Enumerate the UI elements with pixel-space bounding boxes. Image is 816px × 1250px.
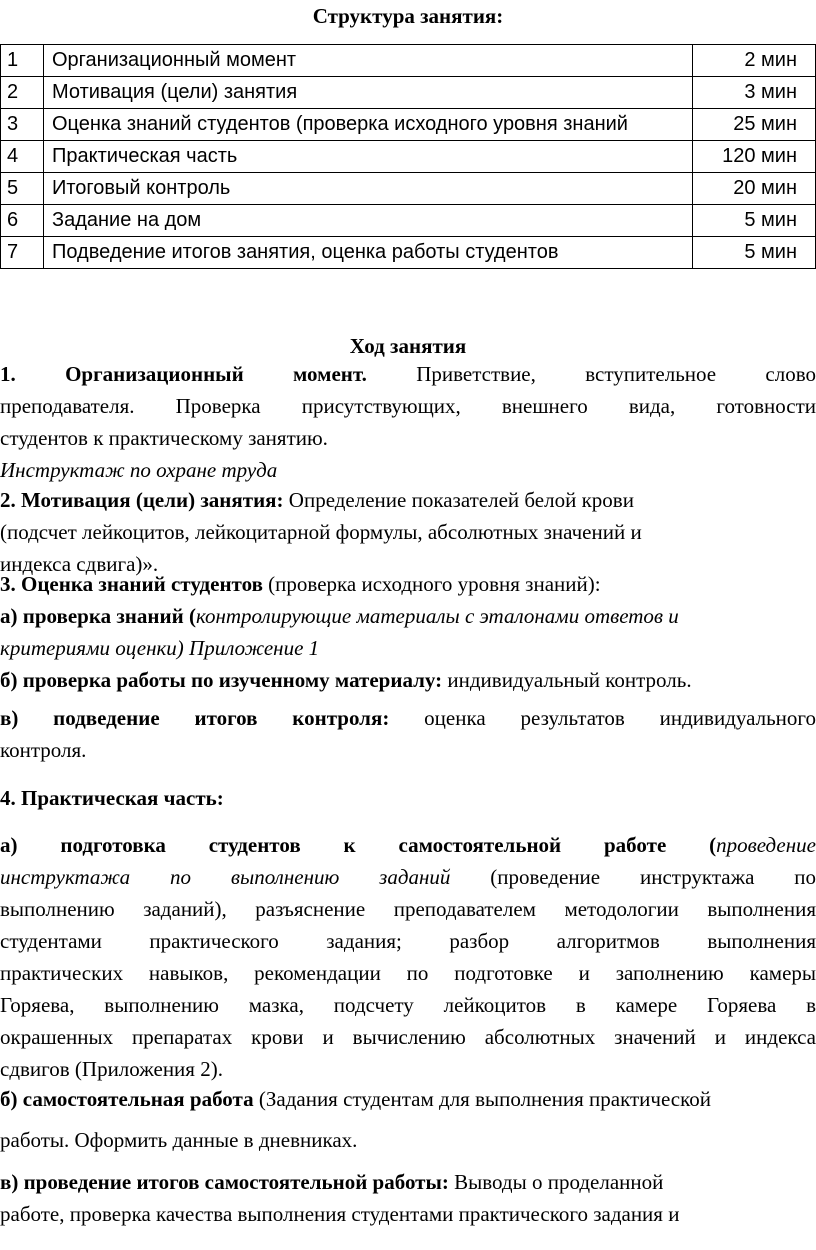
practical-a-italic-2: инструктажа по выполнению заданий (0, 865, 451, 889)
practical-b-line-2: работы. Оформить данные в дневниках. (0, 1128, 358, 1152)
practical-v-line-2: работе, проверка качества выполнения студентами практического задания и (0, 1202, 680, 1226)
row-number: 2 (1, 77, 44, 109)
subsection-a-italic-2: критериями оценки) Приложение 1 (0, 636, 320, 660)
table-row (1, 45, 816, 77)
subsection-b-heading: б) проверка работы по изученному материалу: (0, 668, 443, 692)
table-row (1, 141, 816, 173)
practical-b-heading: б) самостоятельная работа (0, 1087, 254, 1111)
row-number: 3 (1, 109, 44, 141)
table-row (1, 77, 816, 109)
section-1-line-1 (0, 358, 816, 390)
structure-table (0, 44, 816, 269)
practical-b (0, 1083, 816, 1115)
practical-a-line-3: выполнению заданий), разъяснение преподавателем методологии выполнения (0, 897, 816, 921)
row-title: Оценка знаний студентов (проверка исходного уровня знаний (44, 109, 693, 141)
section-2-heading: 2. Мотивация (цели) занятия: (0, 488, 284, 512)
table-row (1, 173, 816, 205)
section-1-text: Приветствие, вступительное слово (416, 362, 816, 386)
practical-a-line-5: практических навыков, рекомендации по подготовке и заполнению камеры (0, 961, 816, 985)
row-duration: 20 мин (693, 173, 816, 205)
practical-a-line-4: студентами практического задания; разбор алгоритмов выполнения (0, 929, 816, 953)
section-2-text: Определение показателей белой крови (288, 488, 634, 512)
structure-title: Структура занятия: (312, 4, 504, 28)
section-1-line-3: студентов к практическому занятию. (0, 426, 328, 450)
section-4-heading: 4. Практическая часть: (0, 786, 224, 810)
subsection-a-heading: а) проверка знаний ( (0, 604, 196, 628)
row-title: Организационный момент (44, 45, 693, 77)
subsection-v-text: оценка результатов индивидуального (424, 706, 816, 730)
practical-a-heading: а) подготовка студентов к самостоятельной работе ( (0, 833, 717, 857)
section-1-line-2: преподавателя. Проверка присутствующих, внешнего вида, готовности (0, 394, 816, 418)
row-number: 4 (1, 141, 44, 173)
section-3-text: (проверка исходного уровня знаний): (268, 572, 601, 596)
practical-a-line-6: Горяева, выполнению мазка, подсчету лейкоцитов в камере Горяева в (0, 993, 816, 1017)
practical-a-line-7: окрашенных препаратах крови и вычислению абсолютных значений и индекса (0, 1025, 816, 1049)
row-number: 6 (1, 205, 44, 237)
practical-v (0, 1166, 816, 1230)
row-title: Мотивация (цели) занятия (44, 77, 693, 109)
safety-briefing: Инструктаж по охране труда (0, 458, 278, 482)
row-number: 5 (1, 173, 44, 205)
course-title: Ход занятия (349, 334, 467, 358)
practical-a-line-8: сдвигов (Приложения 2). (0, 1057, 223, 1081)
section-1 (0, 358, 816, 486)
practical-v-text: Выводы о проделанной (454, 1170, 664, 1194)
row-duration: 3 мин (693, 77, 816, 109)
row-title: Практическая часть (44, 141, 693, 173)
practical-a-text: (проведение инструктажа по (490, 865, 816, 889)
subsection-v (0, 702, 816, 766)
section-3-heading: 3. Оценка знаний студентов (0, 572, 263, 596)
table-row (1, 205, 816, 237)
row-number: 1 (1, 45, 44, 77)
practical-a-italic: проведение (716, 833, 816, 857)
section-3 (0, 568, 816, 696)
table-row (1, 237, 816, 269)
row-duration: 5 мин (693, 237, 816, 269)
row-title: Подведение итогов занятия, оценка работы студентов (44, 237, 693, 269)
subsection-v-line-2: контроля. (0, 738, 87, 762)
section-1-heading: 1. Организационный момент. (0, 362, 367, 386)
practical-a (0, 829, 816, 1085)
subsection-v-heading: в) подведение итогов контроля: (0, 706, 390, 730)
row-duration: 120 мин (693, 141, 816, 173)
subsection-b-text: индивидуальный контроль. (447, 668, 692, 692)
subsection-a-italic: контролирующие материалы с эталонами ответов и (195, 604, 679, 628)
row-title: Итоговый контроль (44, 173, 693, 205)
section-2 (0, 484, 816, 580)
section-2-line-3: индекса сдвига)». (0, 552, 159, 576)
section-2-line-2: (подсчет лейкоцитов, лейкоцитарной формулы, абсолютных значений и (0, 520, 642, 544)
row-duration: 2 мин (693, 45, 816, 77)
row-duration: 5 мин (693, 205, 816, 237)
practical-v-heading: в) проведение итогов самостоятельной работы: (0, 1170, 449, 1194)
row-duration: 25 мин (693, 109, 816, 141)
practical-b-text: (Задания студентам для выполнения практической (258, 1087, 712, 1111)
row-title: Задание на дом (44, 205, 693, 237)
row-number: 7 (1, 237, 44, 269)
table-row (1, 109, 816, 141)
